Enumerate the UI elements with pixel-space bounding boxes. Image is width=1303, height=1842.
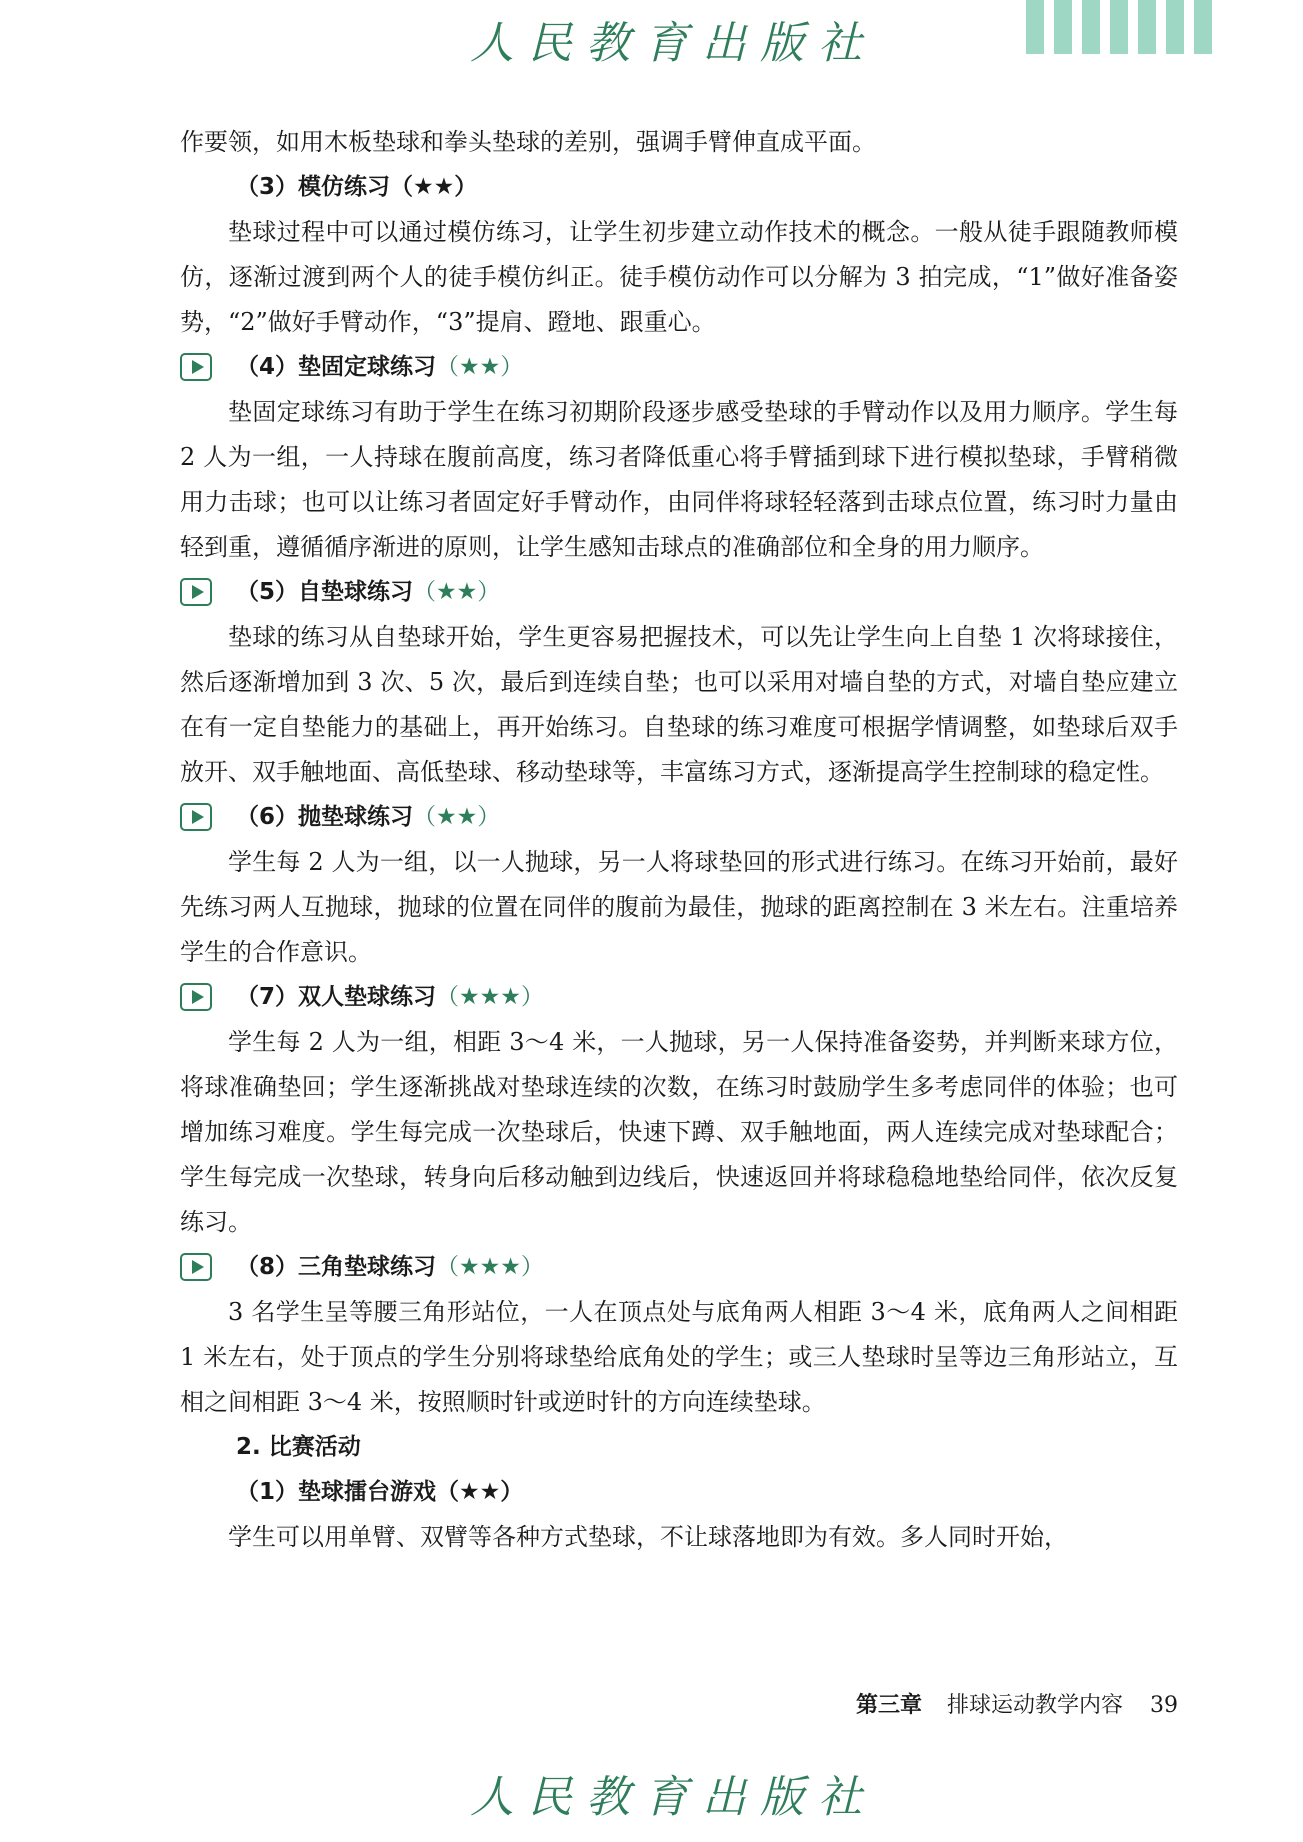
video-play-icon[interactable] [180, 803, 212, 831]
section-heading [180, 1245, 1178, 1290]
section-heading [180, 975, 1178, 1020]
header-stripe [1044, 0, 1054, 54]
body-paragraph: 学生可以用单臂、双臂等各种方式垫球，不让球落地即为有效。多人同时开始， [228, 1523, 1068, 1551]
section-heading-label: （6）抛垫球练习 [236, 804, 414, 830]
header-stripe [1100, 0, 1110, 54]
footer-chapter: 第三章 [855, 1693, 922, 1718]
body-paragraph: 学生每 2 人为一组，以一人抛球，另一人将球垫回的形式进行练习。在练习开始前，最好先练习两人互抛球，抛球的位置在同伴的腹前为最佳，抛球的距离控制在 3 米左右。注重培养学生的合作意识。 [180, 848, 1178, 966]
section-heading-label: （1）垫球擂台游戏 [236, 1479, 437, 1505]
header-stripe [1128, 0, 1138, 54]
page-footer [856, 1688, 1178, 1719]
difficulty-stars: （★★★） [436, 1254, 544, 1280]
section-heading-label: （5）自垫球练习 [236, 579, 414, 605]
header-stripe [1082, 0, 1100, 54]
video-play-icon[interactable] [180, 578, 212, 606]
header-stripe [1138, 0, 1156, 54]
body-paragraph: 垫固定球练习有助于学生在练习初期阶段逐步感受垫球的手臂动作以及用力顺序。学生每 2 人为一组，一人持球在腹前高度，练习者降低重心将手臂插到球下进行模拟垫球，手臂稍微用力击球；也可以让练习者固定好手臂动作，由同伴将球轻轻落到击球点位置，练习时力量由轻到重，遵循循序渐进的原则，让学生感知击球点的准确部位和全身的用力顺序。 [180, 398, 1178, 561]
body-paragraph: 作要领，如用木板垫球和拳头垫球的差别，强调手臂伸直成平面。 [180, 128, 876, 156]
publisher-logo-header: 人民教育出版社 [470, 18, 876, 69]
header-stripe [1184, 0, 1194, 54]
header-stripe [1110, 0, 1128, 54]
body-paragraph: 垫球过程中可以通过模仿练习，让学生初步建立动作技术的概念。一般从徒手跟随教师模仿，逐渐过渡到两个人的徒手模仿纠正。徒手模仿动作可以分解为 3 拍完成，“1”做好准备姿势，“2”做好手臂动作，“3”提肩、蹬地、跟重心。 [180, 218, 1178, 336]
header-stripe [1026, 0, 1044, 54]
publisher-logo-footer: 人民教育出版社 [470, 1772, 876, 1823]
section-heading [180, 345, 1178, 390]
header-stripe [1072, 0, 1082, 54]
body-paragraph: 垫球的练习从自垫球开始，学生更容易把握技术，可以先让学生向上自垫 1 次将球接住，然后逐渐增加到 3 次、5 次，最后到连续自垫；也可以采用对墙自垫的方式，对墙自垫应建立在有一定自垫能力的基础上，再开始练习。自垫球的练习难度可根据学情调整，如垫球后双手放开、双手触地面、高低垫球、移动垫球等，丰富练习方式，逐渐提高学生控制球的稳定性。 [180, 623, 1178, 786]
difficulty-stars: （★★） [413, 579, 501, 605]
section-heading [180, 1425, 1178, 1470]
difficulty-stars: （★★） [390, 174, 478, 200]
header-stripe [1166, 0, 1184, 54]
section-heading-label: （4）垫固定球练习 [236, 354, 437, 380]
difficulty-stars: （★★） [436, 1479, 524, 1505]
page-body [180, 120, 1178, 1560]
section-heading [180, 795, 1178, 840]
video-play-icon[interactable] [180, 983, 212, 1011]
header-stripe [1156, 0, 1166, 54]
video-play-icon[interactable] [180, 353, 212, 381]
header-stripe [1054, 0, 1072, 54]
body-paragraph: 学生每 2 人为一组，相距 3～4 米，一人抛球，另一人保持准备姿势，并判断来球方位，将球准确垫回；学生逐渐挑战对垫球连续的次数，在练习时鼓励学生多考虑同伴的体验；也可增加练习难度。学生每完成一次垫球后，快速下蹲、双手触地面，两人连续完成对垫球配合；学生每完成一次垫球，转身向后移动触到边线后，快速返回并将球稳稳地垫给同伴，依次反复练习。 [180, 1028, 1178, 1236]
video-play-icon[interactable] [180, 1253, 212, 1281]
body-paragraph: 3 名学生呈等腰三角形站位，一人在顶点处与底角两人相距 3～4 米，底角两人之间相距 1 米左右，处于顶点的学生分别将球垫给底角处的学生；或三人垫球时呈等边三角形站立，互相之间相距 3～4 米，按照顺时针或逆时针的方向连续垫球。 [180, 1298, 1178, 1416]
section-heading [180, 1470, 1178, 1515]
section-heading [180, 165, 1178, 210]
header-stripe [1194, 0, 1212, 54]
section-heading-label: （8）三角垫球练习 [236, 1254, 437, 1280]
section-heading-label: 2. 比赛活动 [236, 1434, 361, 1460]
section-heading-label: （3）模仿练习 [236, 174, 391, 200]
page-number: 39 [1150, 1693, 1178, 1718]
header-stripes [1026, 0, 1303, 54]
difficulty-stars: （★★★） [436, 984, 544, 1010]
difficulty-stars: （★★） [436, 354, 524, 380]
difficulty-stars: （★★） [413, 804, 501, 830]
section-heading-label: （7）双人垫球练习 [236, 984, 437, 1010]
footer-chapter-title: 排球运动教学内容 [946, 1693, 1123, 1718]
section-heading [180, 570, 1178, 615]
